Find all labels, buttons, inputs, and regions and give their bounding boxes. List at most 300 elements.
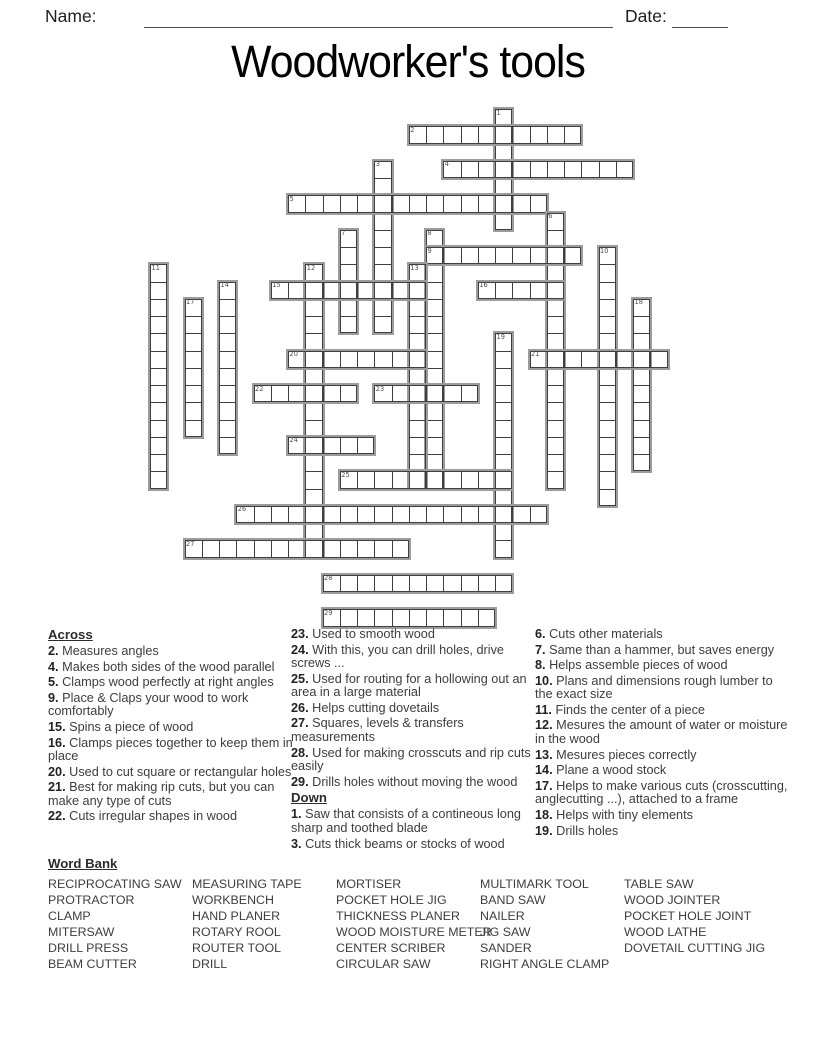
- cell-divider: [495, 283, 496, 298]
- clue-4: 4. Makes both sides of the wood parallel: [48, 659, 275, 674]
- cell-divider: [392, 352, 393, 367]
- cell-divider: [548, 368, 563, 369]
- cell-divider: [616, 352, 617, 367]
- word-21-across: [530, 351, 668, 368]
- cell-divider: [495, 162, 496, 177]
- cell-divider: [599, 162, 600, 177]
- cell-divider: [409, 352, 410, 367]
- cell-divider: [392, 472, 393, 487]
- cell-number-13: 13: [410, 263, 419, 272]
- clue-number: 12.: [535, 718, 553, 733]
- cell-divider: [548, 316, 563, 317]
- cell-divider: [461, 507, 462, 522]
- clue-9: 9. Place & Claps your wood to work comfortably: [48, 690, 249, 719]
- cell-divider: [323, 507, 324, 522]
- cell-divider: [151, 299, 166, 300]
- cell-divider: [306, 523, 321, 524]
- cell-divider: [634, 333, 649, 334]
- cell-number-2: 2: [410, 125, 415, 134]
- clue-26: 26. Helps cutting dovetails: [291, 700, 440, 715]
- cell-divider: [581, 352, 582, 367]
- cell-divider: [340, 283, 341, 298]
- clue-12: 12. Mesures the amount of water or moisture in the wood: [535, 718, 788, 747]
- cell-divider: [496, 523, 511, 524]
- cell-divider: [151, 316, 166, 317]
- cell-divider: [478, 507, 479, 522]
- cell-divider: [374, 507, 375, 522]
- cell-divider: [426, 576, 427, 591]
- clue-column-3: [535, 628, 793, 840]
- cell-divider: [341, 264, 356, 265]
- cell-divider: [443, 576, 444, 591]
- cell-number-22: 22: [255, 384, 264, 393]
- cell-divider: [548, 402, 563, 403]
- cell-number-27: 27: [186, 539, 195, 548]
- word-bank-column-2: [192, 876, 336, 972]
- clue-number: 22.: [48, 809, 66, 824]
- clue-number: 3.: [291, 836, 302, 851]
- cell-divider: [547, 162, 548, 177]
- cell-divider: [202, 541, 203, 556]
- cell-divider: [151, 402, 166, 403]
- clue-number: 1.: [291, 807, 302, 822]
- cell-divider: [409, 472, 410, 487]
- word-bank-word: ROUTER TOOL: [192, 941, 282, 955]
- word-17-down: [185, 299, 202, 437]
- clue-number: 14.: [535, 763, 553, 778]
- cell-divider: [634, 402, 649, 403]
- cell-divider: [186, 385, 201, 386]
- cell-divider: [340, 438, 341, 453]
- cell-divider: [288, 507, 289, 522]
- cell-number-6: 6: [548, 212, 553, 220]
- cell-divider: [220, 299, 235, 300]
- cell-divider: [512, 283, 513, 298]
- cell-divider: [496, 213, 511, 214]
- cell-divider: [151, 333, 166, 334]
- cell-number-25: 25: [341, 470, 350, 479]
- clue-5: 5. Clamps wood perfectly at right angles: [48, 675, 274, 690]
- cell-divider: [634, 420, 649, 421]
- cell-divider: [410, 368, 425, 369]
- clue-number: 16.: [48, 735, 66, 750]
- clue-number: 7.: [535, 642, 546, 657]
- cell-divider: [220, 385, 235, 386]
- clue-number: 9.: [48, 690, 59, 705]
- cell-number-3: 3: [375, 160, 380, 169]
- clue-28: 28. Used for making crosscuts and rip cuts easily: [291, 745, 531, 774]
- cell-divider: [478, 248, 479, 263]
- cell-divider: [410, 316, 425, 317]
- word-bank-heading: Word Bank: [48, 856, 118, 871]
- cell-divider: [547, 127, 548, 142]
- cell-divider: [512, 162, 513, 177]
- cell-divider: [341, 247, 356, 248]
- clue-number: 10.: [535, 673, 553, 688]
- cell-divider: [271, 507, 272, 522]
- cell-divider: [548, 385, 563, 386]
- cell-divider: [530, 196, 531, 211]
- cell-divider: [443, 472, 444, 487]
- word-22-across: [254, 385, 358, 402]
- clue-number: 18.: [535, 807, 553, 822]
- cell-divider: [357, 576, 358, 591]
- cell-divider: [220, 368, 235, 369]
- cell-divider: [305, 386, 306, 401]
- cell-divider: [409, 610, 410, 625]
- cell-divider: [392, 507, 393, 522]
- cell-divider: [426, 127, 427, 142]
- clue-number: 21.: [48, 780, 66, 795]
- cell-divider: [186, 420, 201, 421]
- cell-divider: [186, 351, 201, 352]
- clue-17: 17. Helps to make various cuts (crosscutting, anglecutting ...), attached to a frame: [535, 778, 788, 807]
- word-bank-word: BAND SAW: [480, 893, 546, 907]
- cell-divider: [392, 541, 393, 556]
- cell-number-18: 18: [634, 298, 643, 307]
- word-18-down: [633, 299, 650, 472]
- word-11-down: [150, 264, 167, 488]
- cell-divider: [409, 576, 410, 591]
- word-bank-word: HAND PLANER: [192, 909, 281, 923]
- word-27-across: [185, 540, 409, 557]
- cell-divider: [461, 386, 462, 401]
- clue-number: 2.: [48, 644, 59, 659]
- cell-divider: [254, 507, 255, 522]
- cell-divider: [220, 316, 235, 317]
- cell-divider: [392, 283, 393, 298]
- cell-divider: [634, 437, 649, 438]
- cell-divider: [323, 352, 324, 367]
- clue-number: 13.: [535, 747, 553, 762]
- cell-divider: [306, 489, 321, 490]
- cell-divider: [323, 283, 324, 298]
- cell-divider: [443, 127, 444, 142]
- cell-divider: [548, 264, 563, 265]
- clue-24: 24. With this, you can drill holes, drive screws ...: [291, 642, 504, 671]
- cell-divider: [306, 316, 321, 317]
- cell-divider: [410, 454, 425, 455]
- cell-divider: [600, 437, 615, 438]
- cell-divider: [340, 352, 341, 367]
- cell-divider: [306, 454, 321, 455]
- clue-16: 16. Clamps pieces together to keep them in place: [48, 735, 293, 764]
- cell-divider: [186, 333, 201, 334]
- cell-divider: [461, 610, 462, 625]
- cell-divider: [374, 576, 375, 591]
- cell-divider: [357, 283, 358, 298]
- cell-divider: [427, 437, 442, 438]
- cell-divider: [340, 576, 341, 591]
- cell-divider: [443, 507, 444, 522]
- word-26-across: [236, 506, 547, 523]
- cell-divider: [633, 352, 634, 367]
- cell-divider: [410, 333, 425, 334]
- cell-divider: [461, 196, 462, 211]
- cell-divider: [151, 368, 166, 369]
- cell-divider: [288, 386, 289, 401]
- cell-divider: [600, 299, 615, 300]
- word-bank-column-5: [624, 876, 768, 972]
- cell-divider: [357, 507, 358, 522]
- cell-divider: [306, 420, 321, 421]
- word-bank-columns: [48, 876, 788, 972]
- cell-number-28: 28: [324, 574, 333, 583]
- cell-number-1: 1: [496, 108, 501, 117]
- cell-divider: [461, 162, 462, 177]
- word-bank-word: DRILL PRESS: [48, 941, 129, 955]
- cell-divider: [478, 610, 479, 625]
- cell-divider: [427, 420, 442, 421]
- word-19-down: [495, 333, 512, 557]
- cell-divider: [375, 264, 390, 265]
- cell-divider: [478, 162, 479, 177]
- cell-divider: [374, 352, 375, 367]
- cell-number-17: 17: [186, 298, 195, 307]
- word-bank-word: MULTIMARK TOOL: [480, 877, 589, 891]
- clue-column-1: [48, 628, 293, 826]
- clue-number: 4.: [48, 659, 59, 674]
- cell-number-20: 20: [289, 350, 298, 358]
- clue-number: 24.: [291, 642, 309, 657]
- word-bank-word: PROTRACTOR: [48, 893, 135, 907]
- cell-divider: [186, 402, 201, 403]
- cell-divider: [426, 507, 427, 522]
- word-bank-word: THICKNESS PLANER: [336, 909, 460, 923]
- cell-divider: [443, 248, 444, 263]
- word-bank-word: DRILL: [192, 957, 228, 971]
- cell-divider: [392, 386, 393, 401]
- cell-divider: [634, 454, 649, 455]
- cell-divider: [443, 386, 444, 401]
- word-bank-word: NAILER: [480, 909, 525, 923]
- cell-divider: [409, 283, 410, 298]
- word-bank-word: MEASURING TAPE: [192, 877, 302, 891]
- cell-number-19: 19: [496, 332, 505, 341]
- clue-number: 20.: [48, 764, 66, 779]
- date-label: Date:: [625, 6, 667, 26]
- cell-divider: [410, 437, 425, 438]
- cell-divider: [341, 299, 356, 300]
- cell-number-11: 11: [151, 263, 160, 272]
- cell-divider: [392, 576, 393, 591]
- cell-divider: [496, 351, 511, 352]
- cell-divider: [548, 471, 563, 472]
- cell-divider: [600, 420, 615, 421]
- cell-divider: [600, 264, 615, 265]
- cell-divider: [427, 454, 442, 455]
- cell-number-9: 9: [427, 246, 432, 255]
- cell-divider: [254, 541, 255, 556]
- cell-divider: [461, 127, 462, 142]
- word-bank-word: WORKBENCH: [192, 893, 274, 907]
- cell-divider: [305, 507, 306, 522]
- cell-divider: [375, 213, 390, 214]
- clue-number: 19.: [535, 823, 553, 838]
- cell-divider: [375, 230, 390, 231]
- cell-divider: [461, 472, 462, 487]
- word-9-across: [426, 247, 581, 264]
- cell-number-5: 5: [289, 194, 294, 203]
- cell-divider: [495, 576, 496, 591]
- name-label: Name:: [45, 6, 97, 26]
- word-bank-word: CLAMP: [48, 909, 91, 923]
- word-16-across: [478, 282, 564, 299]
- clue-7: 7. Same than a hammer, but saves energy: [535, 642, 775, 657]
- word-bank-word: SANDER: [480, 941, 532, 955]
- cell-divider: [496, 402, 511, 403]
- word-bank-word: WOOD LATHE: [624, 925, 707, 939]
- cell-divider: [375, 178, 390, 179]
- cell-divider: [427, 299, 442, 300]
- word-bank-word: POCKET HOLE JIG: [336, 893, 447, 907]
- page-title: Woodworker's tools: [231, 36, 585, 87]
- cell-divider: [357, 541, 358, 556]
- cell-divider: [151, 385, 166, 386]
- word-29-across: [323, 609, 496, 626]
- cell-divider: [151, 351, 166, 352]
- cell-divider: [427, 368, 442, 369]
- cell-divider: [392, 610, 393, 625]
- cell-divider: [547, 352, 548, 367]
- cell-divider: [357, 196, 358, 211]
- cell-divider: [495, 472, 496, 487]
- cell-divider: [600, 471, 615, 472]
- word-bank-column-3: [336, 876, 492, 972]
- cell-divider: [426, 196, 427, 211]
- cell-divider: [495, 127, 496, 142]
- clue-number: 17.: [535, 778, 553, 793]
- cell-divider: [600, 368, 615, 369]
- cell-divider: [375, 316, 390, 317]
- cell-divider: [599, 352, 600, 367]
- cell-divider: [616, 162, 617, 177]
- cell-divider: [600, 282, 615, 283]
- clue-number: 6.: [535, 627, 546, 641]
- word-bank-word: RIGHT ANGLE CLAMP: [480, 957, 610, 971]
- cell-divider: [340, 196, 341, 211]
- clue-number: 23.: [291, 627, 309, 641]
- clue-21: 21. Best for making rip cuts, but you can make any type of cuts: [48, 780, 275, 808]
- cell-divider: [548, 299, 563, 300]
- clue-number: 27.: [291, 716, 309, 731]
- cell-number-29: 29: [324, 608, 333, 617]
- word-5-across: [288, 195, 547, 212]
- word-bank-word: TABLE SAW: [624, 877, 694, 891]
- cell-divider: [392, 196, 393, 211]
- cell-number-21: 21: [531, 350, 540, 358]
- cell-divider: [564, 162, 565, 177]
- cell-divider: [496, 454, 511, 455]
- cell-divider: [564, 248, 565, 263]
- clue-19: 19. Drills holes: [535, 823, 619, 838]
- cell-divider: [151, 471, 166, 472]
- cell-divider: [634, 368, 649, 369]
- cell-divider: [478, 576, 479, 591]
- cell-divider: [427, 282, 442, 283]
- cell-divider: [288, 283, 289, 298]
- cell-divider: [305, 438, 306, 453]
- word-2-across: [409, 126, 582, 143]
- cell-divider: [530, 127, 531, 142]
- word-bank-word: POCKET HOLE JOINT: [624, 909, 752, 923]
- cell-number-7: 7: [341, 229, 346, 238]
- word-14-down: [219, 282, 236, 455]
- cell-divider: [530, 248, 531, 263]
- cell-divider: [357, 438, 358, 453]
- cell-divider: [600, 489, 615, 490]
- clue-number: 15.: [48, 720, 66, 735]
- cell-number-12: 12: [306, 263, 316, 272]
- cell-divider: [496, 368, 511, 369]
- cell-divider: [426, 610, 427, 625]
- cell-divider: [600, 454, 615, 455]
- cell-divider: [461, 576, 462, 591]
- cell-divider: [220, 333, 235, 334]
- cell-divider: [340, 386, 341, 401]
- word-4-across: [443, 161, 633, 178]
- clue-3: 3. Cuts thick beams or stocks of wood: [291, 836, 505, 851]
- cell-divider: [548, 333, 563, 334]
- cell-divider: [340, 541, 341, 556]
- cell-divider: [427, 264, 442, 265]
- cell-divider: [340, 610, 341, 625]
- cell-divider: [409, 386, 410, 401]
- cell-number-16: 16: [479, 281, 488, 289]
- cell-divider: [478, 127, 479, 142]
- word-3-down: [374, 161, 391, 334]
- cell-divider: [288, 541, 289, 556]
- cell-divider: [357, 352, 358, 367]
- cell-divider: [530, 507, 531, 522]
- clue-number: 29.: [291, 774, 309, 789]
- cell-divider: [478, 196, 479, 211]
- clue-2: 2. Measures angles: [48, 644, 159, 659]
- cell-divider: [306, 368, 321, 369]
- clue-number: 11.: [535, 702, 552, 717]
- clue-11: 11. Finds the center of a piece: [535, 702, 705, 717]
- clue-number: 26.: [291, 700, 309, 715]
- cell-divider: [151, 437, 166, 438]
- clue-18: 18. Helps with tiny elements: [535, 807, 693, 822]
- cell-divider: [478, 472, 479, 487]
- cell-divider: [410, 299, 425, 300]
- cell-divider: [151, 454, 166, 455]
- cell-divider: [409, 507, 410, 522]
- cell-divider: [323, 196, 324, 211]
- word-15-across: [271, 282, 426, 299]
- cell-number-8: 8: [427, 229, 432, 238]
- cell-divider: [410, 420, 425, 421]
- word-28-across: [323, 575, 513, 592]
- cell-divider: [374, 610, 375, 625]
- cell-divider: [186, 316, 201, 317]
- clue-14: 14. Plane a wood stock: [535, 763, 667, 778]
- word-bank-word: ROTARY ROOL: [192, 925, 281, 939]
- cell-divider: [650, 352, 651, 367]
- clues-heading-down: Down: [291, 790, 327, 806]
- cell-divider: [600, 402, 615, 403]
- word-bank-word: CIRCULAR SAW: [336, 957, 431, 971]
- cell-divider: [219, 541, 220, 556]
- word-24-across: [288, 437, 374, 454]
- cell-divider: [495, 248, 496, 263]
- cell-divider: [495, 196, 496, 211]
- cell-divider: [426, 472, 427, 487]
- cell-divider: [600, 385, 615, 386]
- clue-number: 5.: [48, 675, 59, 690]
- word-bank-word: RECIPROCATING SAW: [48, 877, 182, 891]
